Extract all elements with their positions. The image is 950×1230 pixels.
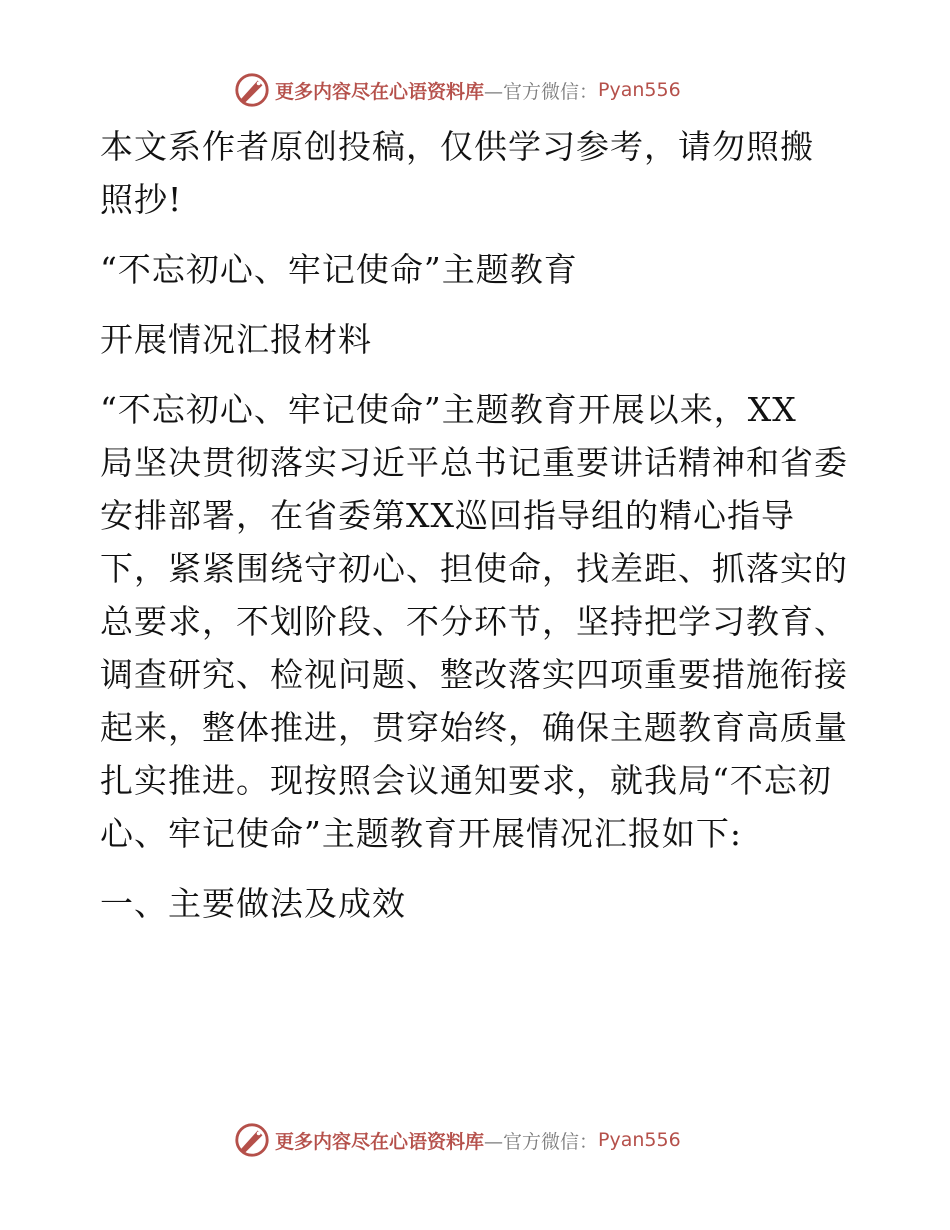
- banner-main-text: 更多内容尽在心语资料库: [275, 1130, 485, 1153]
- body-text-line: 调查研究、检视问题、整改落实四项重要措施衔接: [100, 655, 848, 694]
- banner-wechat-id: Pyan556: [598, 79, 681, 101]
- disclaimer-line: 照抄!: [100, 180, 183, 219]
- body-text-line: 下，紧紧围绕守初心、担使命，找差距、抓落实的: [100, 549, 848, 588]
- body-text-line: 心、牢记使命”主题教育开展情况汇报如下:: [100, 814, 742, 853]
- body-text-line: 安排部署，在省委第XX巡回指导组的精心指导: [100, 496, 795, 535]
- pen-nib-logo-icon: [233, 71, 271, 109]
- document-title-line: “不忘初心、牢记使命”主题教育: [100, 250, 578, 289]
- body-text-line: 扎实推进。现按照会议通知要求，就我局“不忘初: [100, 761, 832, 800]
- banner-wechat-id: Pyan556: [598, 1129, 681, 1151]
- footer-banner: [233, 1120, 681, 1160]
- document-title-line: 开展情况汇报材料: [100, 320, 372, 359]
- body-text-line: 起来，整体推进，贯穿始终，确保主题教育高质量: [100, 708, 848, 747]
- banner-sub-text: —官方微信：: [484, 80, 599, 103]
- body-text-line: “不忘初心、牢记使命”主题教育开展以来，XX: [100, 390, 797, 429]
- banner-sub-text: —官方微信：: [484, 1130, 599, 1153]
- document-body: [100, 120, 860, 930]
- pen-nib-logo-icon: [233, 1121, 271, 1159]
- section-heading: 一、主要做法及成效: [100, 884, 406, 923]
- body-text-line: 总要求，不划阶段、不分环节，坚持把学习教育、: [100, 602, 848, 641]
- disclaimer-line: 本文系作者原创投稿，仅供学习参考，请勿照搬: [100, 127, 814, 166]
- banner-main-text: 更多内容尽在心语资料库: [275, 80, 485, 103]
- header-banner: [233, 70, 681, 110]
- body-text-line: 局坚决贯彻落实习近平总书记重要讲话精神和省委: [100, 443, 848, 482]
